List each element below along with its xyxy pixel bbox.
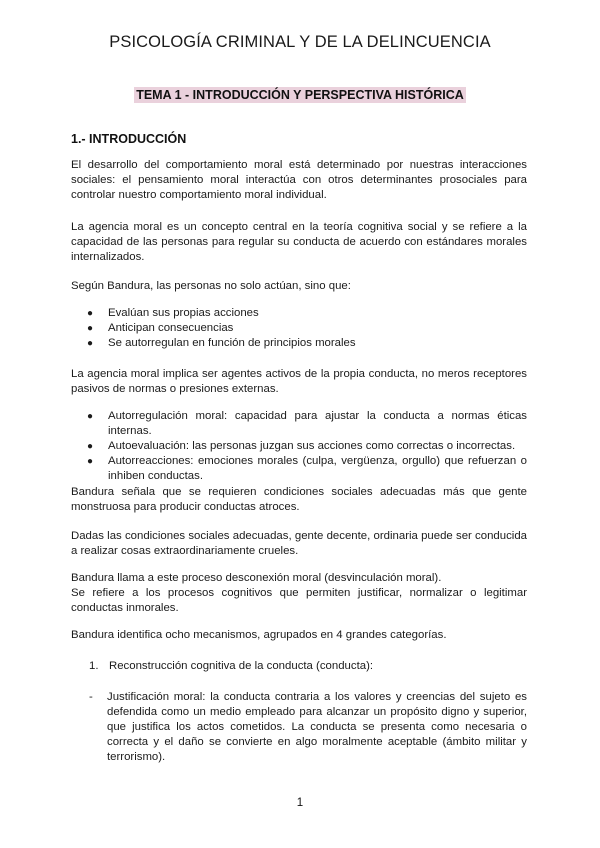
dash-item-text: Justificación moral: la conducta contraria a los valores y creencias del sujeto es defendida como un medio empleado para alcanzar un propósito digno y superior, que justifica los actos cometidos. La conducta se presenta como necesaria o correcta y el daño se convierte en algo moralmente aceptable (ámbito militar y terrorismo). [107, 691, 527, 763]
paragraph-8: Se refiere a los procesos cognitivos que permiten justificar, normalizar o legitimar conductas inmorales. [71, 587, 527, 614]
list-item: ● Autoevaluación: las personas juzgan sus acciones como correctas o incorrectas. [87, 440, 516, 452]
paragraph-2: La agencia moral es un concepto central en la teoría cognitiva social y se refiere a la capacidad de las personas para regular su conducta de acuerdo con estándares morales internalizados. [71, 221, 527, 263]
section-heading: 1.- INTRODUCCIÓN [71, 132, 187, 146]
paragraph-6: Dadas las condiciones sociales adecuadas, gente decente, ordinaria puede ser conducida a realizar cosas extraordinariamente crueles. [71, 530, 527, 557]
bullet-icon: ● [87, 308, 94, 319]
bullet-icon: ● [87, 338, 94, 349]
topic-heading: TEMA 1 - INTRODUCCIÓN Y PERSPECTIVA HISTÓRICA [136, 88, 464, 102]
list-item: ● Autorreacciones: emociones morales (culpa, vergüenza, orgullo) que refuerzan o inhiben conductas. [87, 455, 527, 482]
list-item: ● Evalúan sus propias acciones [87, 307, 259, 319]
dash-marker: - [89, 691, 93, 703]
bullet-icon: ● [87, 456, 94, 467]
list-item: ● Se autorregulan en función de principios morales [87, 337, 356, 349]
paragraph-3: Según Bandura, las personas no solo actúan, sino que: [71, 280, 351, 292]
page-number: 1 [296, 797, 304, 809]
bullet-icon: ● [87, 441, 94, 452]
paragraph-1: El desarrollo del comportamiento moral está determinado por nuestras interacciones sociales: el pensamiento moral interactúa con otros determinantes prosociales para controlar nuestro comportamiento moral individual. [71, 159, 527, 201]
list-item: ● Anticipan consecuencias [87, 322, 234, 334]
bullet-list-1 [71, 306, 527, 351]
item-number: 1. [89, 660, 99, 672]
bullet-icon: ● [87, 323, 94, 334]
numbered-item [89, 659, 373, 674]
bullet-list-2 [71, 409, 527, 484]
paragraph-4: La agencia moral implica ser agentes activos de la propia conducta, no meros receptores pasivos de normas o presiones externas. [71, 368, 527, 395]
paragraph-9: Bandura identifica ocho mecanismos, agrupados en 4 grandes categorías. [71, 629, 447, 641]
list-item: ● Autorregulación moral: capacidad para ajustar la conducta a normas éticas internas. [87, 410, 527, 437]
bullet-icon: ● [87, 411, 94, 422]
paragraph-5: Bandura señala que se requieren condiciones sociales adecuadas más que gente monstruosa para producir conductas atroces. [71, 486, 527, 513]
topic-heading-wrapper [0, 86, 600, 104]
item-text: Reconstrucción cognitiva de la conducta (conducta): [109, 660, 374, 672]
dash-list-item [89, 690, 527, 765]
paragraph-7: Bandura llama a este proceso desconexión moral (desvinculación moral). [71, 572, 442, 584]
document-title: PSICOLOGÍA CRIMINAL Y DE LA DELINCUENCIA [109, 33, 491, 51]
